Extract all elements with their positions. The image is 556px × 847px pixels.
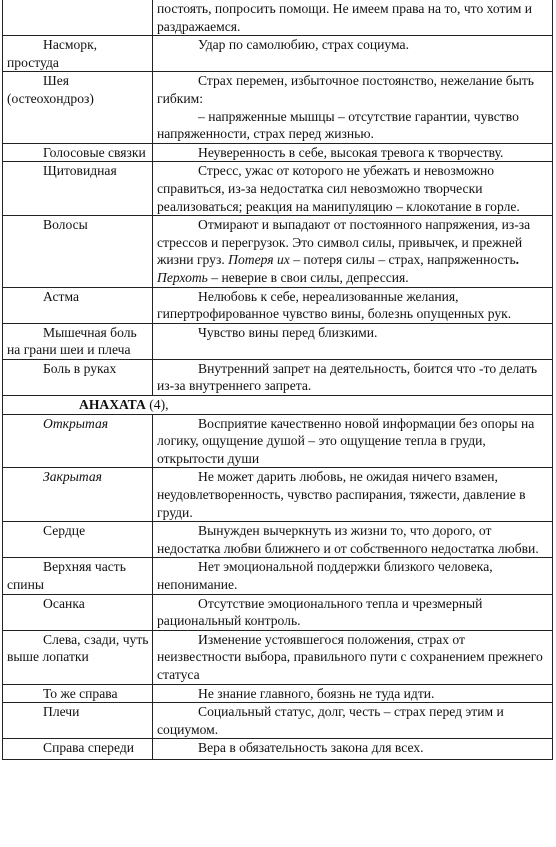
table-row bbox=[3, 36, 553, 72]
desc-cell: Не знание главного, боязнь не туда идти. bbox=[153, 684, 553, 703]
section-header: АНАХАТА (4), bbox=[3, 396, 553, 415]
term-cell: Осанка bbox=[3, 594, 153, 630]
desc-cell: постоять, попросить помощи. Не имеем права на то, что хотим и раздражаемся. bbox=[153, 0, 553, 36]
desc-cell: Изменение устоявшегося положения, страх от неизвестности выбора, правильного пути с сохранением прежнего статуса bbox=[153, 630, 553, 684]
table-row bbox=[3, 468, 553, 522]
table-row bbox=[3, 684, 553, 703]
term-cell: Астма bbox=[3, 287, 153, 323]
term-cell: Волосы bbox=[3, 216, 153, 287]
desc-cell: Вера в обязательность закона для всех. bbox=[153, 739, 553, 760]
table-row bbox=[3, 0, 553, 36]
term-cell: Шея (остеохондроз) bbox=[3, 72, 153, 143]
term-cell: Сердце bbox=[3, 522, 153, 558]
section-title: АНАХАТА bbox=[79, 397, 146, 413]
term-cell: Щитовидная bbox=[3, 162, 153, 216]
term-cell: Насморк, простуда bbox=[3, 36, 153, 72]
term-cell: Плечи bbox=[3, 703, 153, 739]
desc-cell: Удар по самолюбию, страх социума. bbox=[153, 36, 553, 72]
desc-cell: Нет эмоциональной поддержки близкого человека, непонимание. bbox=[153, 558, 553, 594]
table-row bbox=[3, 323, 553, 359]
table-row bbox=[3, 72, 553, 143]
table-row bbox=[3, 739, 553, 760]
table-row bbox=[3, 287, 553, 323]
term-cell: Закрытая bbox=[3, 468, 153, 522]
desc-cell: Отмирают и выпадают от постоянного напряжения, из-за стрессов и перегрузок. Это символ силы, привычек, и прежней жизни груз. Потеря их – потеря силы – страх, напряженность. Перхоть – неверие в свои силы, депрессия. bbox=[153, 216, 553, 287]
table-row bbox=[3, 558, 553, 594]
term-cell: Боль в руках bbox=[3, 359, 153, 395]
table-row bbox=[3, 216, 553, 287]
desc-cell: Неуверенность в себе, высокая тревога к творчеству. bbox=[153, 143, 553, 162]
term-cell: То же справа bbox=[3, 684, 153, 703]
symptoms-table bbox=[2, 0, 553, 760]
desc-cell: Не может дарить любовь, не ожидая ничего взамен, неудовлетворенность, чувство распирания, тяжести, давление в груди. bbox=[153, 468, 553, 522]
table-row bbox=[3, 359, 553, 395]
desc-cell: Страх перемен, избыточное постоянство, нежелание быть гибким: – напряженные мышцы – отсутствие гарантии, чувство напряженности, страх перед жизнью. bbox=[153, 72, 553, 143]
table-row bbox=[3, 594, 553, 630]
table-row bbox=[3, 703, 553, 739]
desc-cell: Чувство вины перед близкими. bbox=[153, 323, 553, 359]
table-row bbox=[3, 143, 553, 162]
term-cell: Мышечная боль на грани шеи и плеча bbox=[3, 323, 153, 359]
desc-cell: Восприятие качественно новой информации без опоры на логику, ощущение душой – это ощущение тепла в груди, открытости души bbox=[153, 414, 553, 468]
desc-cell: Нелюбовь к себе, нереализованные желания, гипертрофированное чувство вины, болезнь опущенных рук. bbox=[153, 287, 553, 323]
term-cell: Открытая bbox=[3, 414, 153, 468]
term-cell: Слева, сзади, чуть выше лопатки bbox=[3, 630, 153, 684]
desc-cell: Социальный статус, долг, честь – страх перед этим и социумом. bbox=[153, 703, 553, 739]
term-cell bbox=[3, 0, 153, 36]
desc-cell: Внутренний запрет на деятельность, боится что -то делать из-за внутреннего запрета. bbox=[153, 359, 553, 395]
table-row bbox=[3, 162, 553, 216]
desc-cell: Стресс, ужас от которого не убежать и невозможно справиться, из-за недостатка сил невозможно творчески реализоваться; реакция на манипуляцию – клокотание в горле. bbox=[153, 162, 553, 216]
term-cell: Голосовые связки bbox=[3, 143, 153, 162]
term-cell: Справа спереди bbox=[3, 739, 153, 760]
desc-cell: Вынужден вычеркнуть из жизни то, что дорого, от недостатка любви ближнего и от собственного недостатка любви. bbox=[153, 522, 553, 558]
table-row bbox=[3, 414, 553, 468]
table-row bbox=[3, 522, 553, 558]
desc-cell: Отсутствие эмоционального тепла и чрезмерный рациональный контроль. bbox=[153, 594, 553, 630]
term-cell: Верхняя часть спины bbox=[3, 558, 153, 594]
table-row bbox=[3, 630, 553, 684]
section-header-row bbox=[3, 396, 553, 415]
